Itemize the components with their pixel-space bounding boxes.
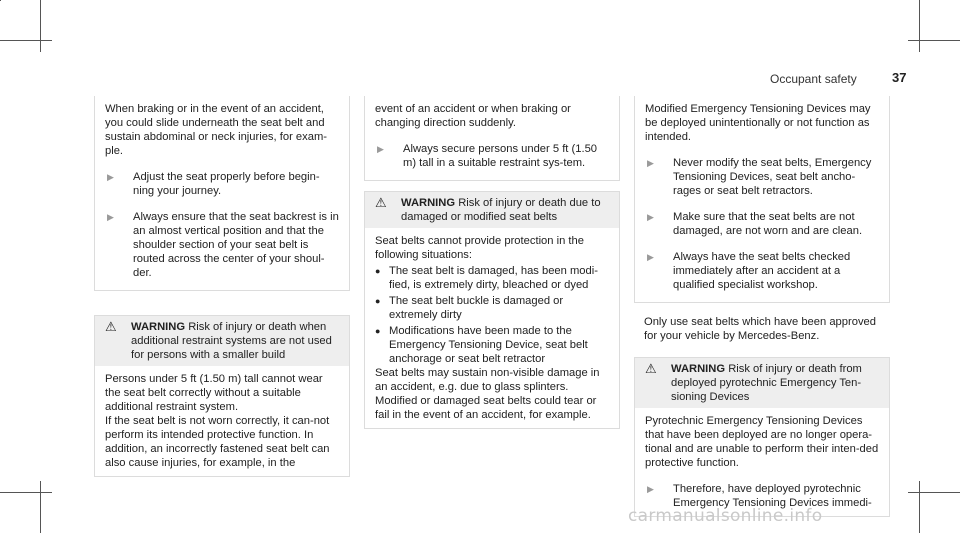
info-box: [94, 96, 350, 291]
paragraph: If the seat belt is not worn correctly, it can-not perform its intended protective function. In addition, an incorrectly fastened seat belt can also cause injuries, for example, in the: [105, 415, 330, 469]
warning-title: Risk of injury or death when additional restraint systems are not used for persons with a smaller build: [131, 321, 332, 361]
warning-triangle-icon: ⚠: [105, 319, 117, 334]
warning-body: [635, 408, 889, 516]
paragraph: Persons under 5 ft (1.50 m) tall cannot wear the seat belt correctly without a suitable additional restraint system.: [105, 373, 323, 413]
page-number: 37: [892, 70, 907, 85]
crop-mark: [908, 40, 960, 41]
warning-box: [364, 191, 620, 429]
bullet-item: [645, 250, 879, 292]
bullet-text: Adjust the seat properly before begin-ning your journey.: [133, 171, 320, 197]
paragraph: Seat belts may sustain non-visible damage in an accident, e.g. due to glass splinters.: [375, 367, 600, 393]
crop-mark: [919, 481, 920, 533]
bullet-dot-icon: ●: [375, 326, 381, 336]
list-item-text: The seat belt is damaged, has been modi-fied, is extremely dirty, bleached or dyed: [389, 265, 598, 291]
paragraph: When braking or in the event of an accident, you could slide underneath the seat belt and sustain abdominal or neck injuries, for exam-ple.: [105, 103, 327, 157]
paragraph: Modified Emergency Tensioning Devices may be deployed unintentionally or not function as intended.: [645, 103, 871, 143]
list-item: [375, 324, 609, 366]
crop-mark: [919, 0, 920, 52]
warning-body: [365, 228, 619, 428]
warning-heading: [401, 196, 609, 224]
info-box: [634, 96, 890, 303]
warning-label: WARNING: [401, 197, 456, 209]
bullet-text: Always have the seat belts checked immediately after an accident at a qualified specialist workshop.: [673, 251, 851, 291]
triangle-right-icon: ▶: [647, 212, 654, 222]
warning-label: WARNING: [131, 321, 186, 333]
list-item-text: The seat belt buckle is damaged or extremely dirty: [389, 295, 564, 321]
warning-header: [635, 358, 889, 408]
bullet-item: [375, 142, 609, 170]
bullet-dot-icon: ●: [375, 266, 381, 276]
list-item-text: Modifications have been made to the Emergency Tensioning Device, seat belt anchorage or seat belt retractor: [389, 325, 588, 365]
bullet-dot-icon: ●: [375, 296, 381, 306]
warning-label: WARNING: [671, 363, 726, 375]
bullet-item: [105, 210, 339, 280]
warning-title: Risk of injury or death from deployed pyrotechnic Emergency Ten-sioning Devices: [671, 363, 862, 403]
list-item: [375, 294, 609, 322]
paragraph: event of an accident or when braking or changing direction suddenly.: [375, 103, 571, 129]
bullet-text: Always ensure that the seat backrest is in an almost vertical position and that the shoulder section of your seat belt is routed across the center of your shoul-der.: [133, 211, 339, 279]
paragraph: Modified or damaged seat belts could tear or fail in the event of an accident, for example.: [375, 395, 597, 421]
warning-heading: [131, 320, 339, 362]
triangle-right-icon: ▶: [107, 172, 114, 182]
warning-triangle-icon: ⚠: [645, 361, 657, 376]
warning-header: [95, 316, 349, 366]
bullet-item: [645, 156, 879, 198]
list-item: [375, 264, 609, 292]
column-3: [634, 96, 890, 517]
column-2: [364, 96, 620, 429]
column-1: [94, 96, 350, 477]
paragraph: Seat belts cannot provide protection in the following situations:: [375, 235, 584, 261]
crop-mark: [40, 0, 41, 52]
info-box: [364, 96, 620, 181]
bullet-text: Never modify the seat belts, Emergency Tensioning Devices, seat belt ancho-rages or seat belt retractors.: [673, 157, 872, 197]
triangle-right-icon: ▶: [647, 252, 654, 262]
warning-title: Risk of injury or death due to damaged or modified seat belts: [401, 197, 601, 223]
bullet-item: [105, 170, 339, 198]
crop-mark: [0, 40, 52, 41]
crop-mark: [908, 492, 960, 493]
triangle-right-icon: ▶: [377, 144, 384, 154]
section-title: Occupant safety: [770, 72, 857, 86]
triangle-right-icon: ▶: [647, 158, 654, 168]
warning-box: [94, 315, 350, 477]
bullet-text: Always secure persons under 5 ft (1.50 m) tall in a suitable restraint sys-tem.: [403, 143, 598, 169]
paragraph: Only use seat belts which have been approved for your vehicle by Mercedes-Benz.: [644, 316, 876, 342]
warning-heading: [671, 362, 879, 404]
crop-mark: [40, 481, 41, 533]
crop-mark: [0, 492, 52, 493]
triangle-right-icon: ▶: [107, 212, 114, 222]
crop-mark: [0, 0, 1, 1]
warning-body: [95, 366, 349, 476]
triangle-right-icon: ▶: [647, 484, 654, 494]
bullet-text: Make sure that the seat belts are not damaged, are not worn and are clean.: [673, 211, 863, 237]
warning-header: [365, 192, 619, 228]
paragraph: Pyrotechnic Emergency Tensioning Devices that have been deployed are no longer opera-tional and are unable to perform their inten-ded protective function.: [645, 415, 879, 469]
watermark: carmanualsonline.info: [628, 506, 823, 526]
warning-box: [634, 357, 890, 517]
bullet-item: [645, 210, 879, 238]
warning-triangle-icon: ⚠: [375, 195, 387, 210]
bullet-text: Therefore, have deployed pyrotechnic Emergency Tensioning Devices immedi-: [673, 483, 872, 509]
